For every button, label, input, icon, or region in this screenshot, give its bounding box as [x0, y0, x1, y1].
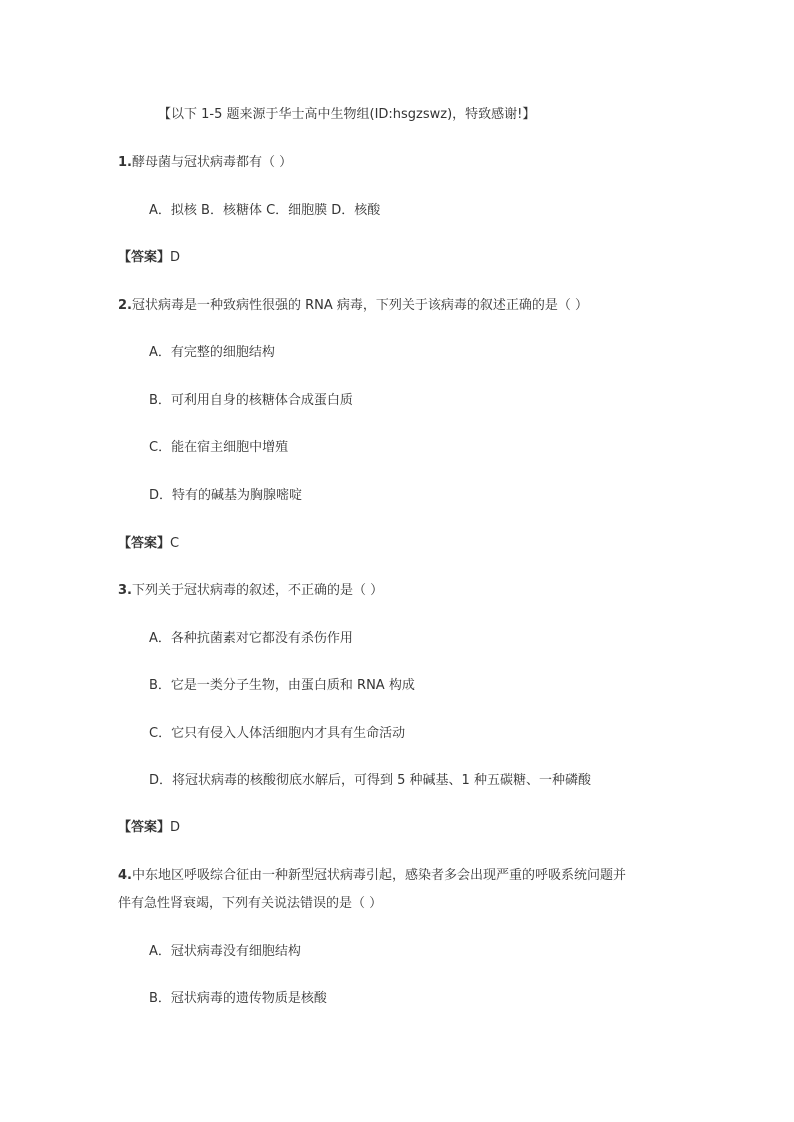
question-3-stem — [118, 581, 383, 601]
answer-label: 【答案】 — [118, 536, 171, 551]
question-number: 4. — [118, 868, 132, 883]
question-3-option-a: A．各种抗菌素对它都没有杀伤作用 — [149, 631, 353, 646]
answer-value: D — [170, 250, 181, 265]
question-3-option-b: B．它是一类分子生物，由蛋白质和 RNA 构成 — [149, 678, 415, 693]
question-1-answer — [118, 248, 180, 268]
question-number: 1. — [118, 155, 132, 170]
answer-value: D — [170, 820, 181, 835]
question-number: 3. — [118, 583, 132, 598]
question-4-option-b: B．冠状病毒的遗传物质是核酸 — [149, 991, 327, 1006]
question-4-stem-line-2: 伴有急性肾衰竭，下列有关说法错误的是（ ） — [118, 896, 383, 911]
answer-value: C — [170, 536, 180, 551]
source-note: 【以下 1-5 题来源于华士高中生物组(ID:hsgzswz)，特致感谢!】 — [158, 107, 536, 122]
question-number: 2. — [118, 298, 132, 313]
question-3-option-c: C．它只有侵入人体活细胞内才具有生命活动 — [149, 726, 406, 741]
question-1-stem — [118, 153, 292, 173]
question-2-answer — [118, 534, 179, 554]
question-3-answer — [118, 818, 180, 838]
question-text: 冠状病毒是一种致病性很强的 RNA 病毒，下列关于该病毒的叙述正确的是（ ） — [131, 298, 589, 313]
question-4-option-a: A．冠状病毒没有细胞结构 — [149, 944, 301, 959]
answer-label: 【答案】 — [118, 820, 171, 835]
question-2-stem — [118, 296, 588, 316]
question-text: 中东地区呼吸综合征由一种新型冠状病毒引起，感染者多会出现严重的呼吸系统问题并 — [131, 868, 626, 883]
question-2-option-b: B．可利用自身的核糖体合成蛋白质 — [149, 393, 353, 408]
question-text: 酵母菌与冠状病毒都有（ ） — [131, 155, 293, 170]
question-text: 下列关于冠状病毒的叙述，不正确的是（ ） — [131, 583, 384, 598]
question-2-option-a: A．有完整的细胞结构 — [149, 345, 275, 360]
question-3-option-d: D．将冠状病毒的核酸彻底水解后，可得到 5 种碱基、1 种五碳糖、一种磷酸 — [149, 773, 591, 788]
question-1-options: A．拟核 B．核糖体 C．细胞膜 D．核酸 — [149, 203, 381, 218]
question-2-option-d: D．特有的碱基为胸腺嘧啶 — [149, 488, 303, 503]
question-2-option-c: C．能在宿主细胞中增殖 — [149, 440, 289, 455]
answer-label: 【答案】 — [118, 250, 171, 265]
question-4-stem-line-1 — [118, 866, 626, 886]
